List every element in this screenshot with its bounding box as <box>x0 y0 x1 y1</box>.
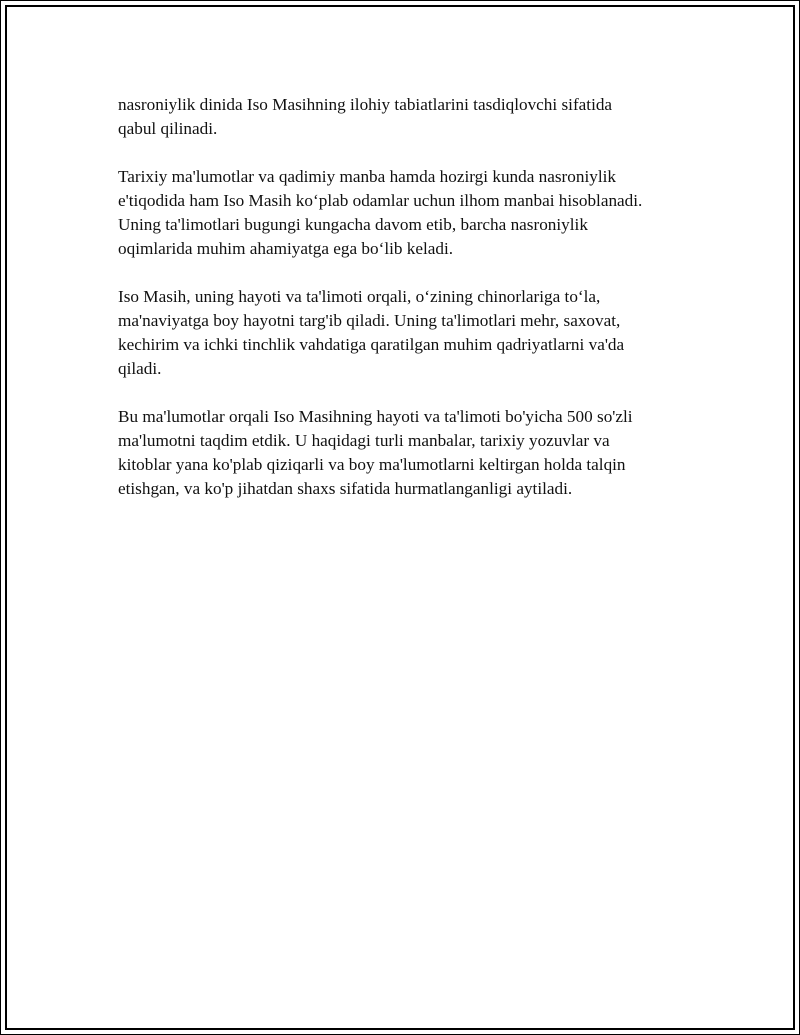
text-line: kechirim va ichki tinchlik vahdatiga qaratilgan muhim qadriyatlarni va'da <box>118 335 625 354</box>
text-line: qabul qilinadi. <box>118 119 218 138</box>
paragraph-1 <box>118 93 688 141</box>
text-line: etishgan, va ko'p jihatdan shaxs sifatida hurmatlanganligi aytiladi. <box>118 479 573 498</box>
paragraph-4 <box>118 405 688 501</box>
text-line: kitoblar yana ko'plab qiziqarli va boy ma'lumotlarni keltirgan holda talqin <box>118 455 626 474</box>
text-line: ma'naviyatga boy hayotni targ'ib qiladi. Uning ta'limotlari mehr, saxovat, <box>118 311 621 330</box>
text-line: Tarixiy ma'lumotlar va qadimiy manba hamda hozirgi kunda nasroniylik <box>118 167 616 186</box>
text-line: e'tiqodida ham Iso Masih koʻplab odamlar uchun ilhom manbai hisoblanadi. <box>118 191 643 210</box>
text-line: ma'lumotni taqdim etdik. U haqidagi turli manbalar, tarixiy yozuvlar va <box>118 431 610 450</box>
text-line: Iso Masih, uning hayoti va ta'limoti orqali, oʻzining chinorlariga toʻla, <box>118 287 601 306</box>
text-line: Uning ta'limotlari bugungi kungacha davom etib, barcha nasroniylik <box>118 215 588 234</box>
text-line: nasroniylik dinida Iso Masihning ilohiy tabiatlarini tasdiqlovchi sifatida <box>118 95 613 114</box>
text-line: oqimlarida muhim ahamiyatga ega boʻlib keladi. <box>118 239 454 258</box>
paragraph-3 <box>118 285 688 381</box>
paragraph-2 <box>118 165 688 261</box>
text-line: qiladi. <box>118 359 162 378</box>
text-line: Bu ma'lumotlar orqali Iso Masihning hayoti va ta'limoti bo'yicha 500 so'zli <box>118 407 633 426</box>
document-body <box>118 93 688 501</box>
